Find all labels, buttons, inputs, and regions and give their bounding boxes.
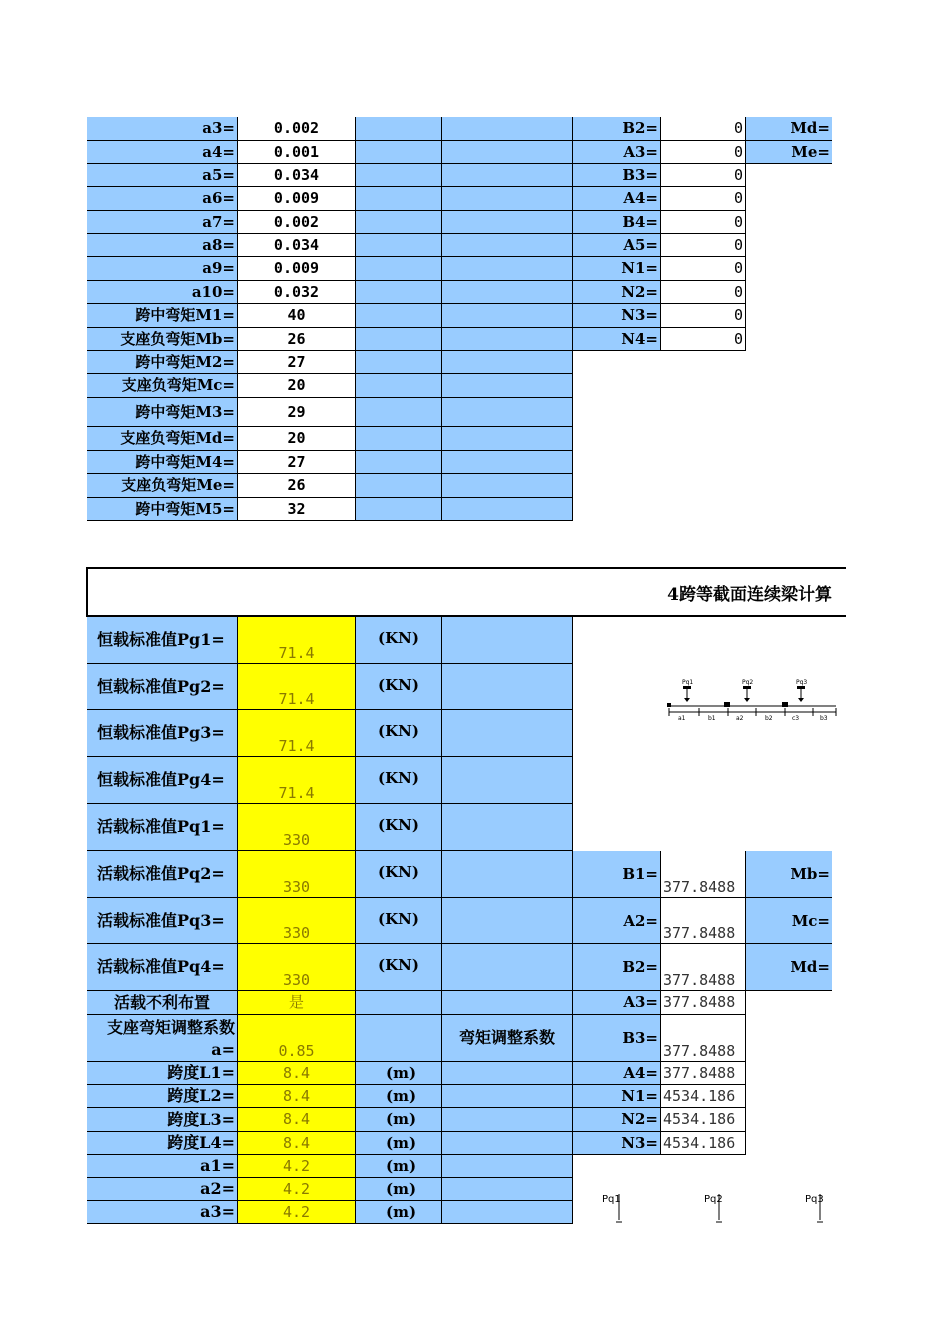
top-row-blank [356,117,442,141]
beam-diagram-bottom [596,1190,840,1226]
span-unit: (m) [356,1108,442,1132]
beam-diagram-top [664,678,840,722]
adjust-note: 弯矩调整系数 [442,1015,573,1062]
top-row-label: 支座负弯矩Me= [87,474,237,498]
diagram-seg-6: b3 [820,715,828,722]
span-value[interactable]: 8.4 [237,1108,356,1132]
diagram-load-label-3: Pq3 [796,679,808,686]
load-blank [442,664,573,710]
top-row-blank [442,398,573,427]
right-row-label: B3= [573,164,660,187]
top-row-value[interactable]: 27 [237,451,356,474]
diagram-seg-3: a2 [736,715,744,722]
load-label: 恒载标准值Pg3= [87,710,237,757]
top-row-value[interactable]: 0.034 [237,234,356,257]
top-row-label: a4= [87,141,237,164]
lower-right-value[interactable]: 4534.186 [660,1132,746,1155]
top-row-blank [442,117,573,141]
load-blank [442,710,573,757]
load-value[interactable]: 330 [237,898,356,944]
top-row-blank [442,141,573,164]
top-row-blank [356,164,442,187]
right-row-value[interactable]: 0 [660,141,746,164]
span-value[interactable]: 8.4 [237,1062,356,1085]
top-row-blank [442,187,573,211]
load-blank [442,757,573,804]
top-row-blank [356,451,442,474]
top-row-label: a8= [87,234,237,257]
reaction-value[interactable]: 377.8488 [660,898,746,944]
right-row-value[interactable]: 0 [660,211,746,234]
top-row-value[interactable]: 29 [237,398,356,427]
span-unit: (m) [356,1178,442,1201]
top-row-value[interactable]: 0.002 [237,117,356,141]
load-value[interactable]: 330 [237,851,356,898]
top-row-label: 跨中弯矩M3= [87,398,237,427]
diagram-seg-2: b1 [708,715,716,722]
right-row-value[interactable]: 0 [660,304,746,328]
top-row-blank [356,427,442,451]
top-row-blank [442,234,573,257]
load-unit: (KN) [356,804,442,851]
load-unit: (KN) [356,851,442,898]
load-blank [442,944,573,991]
top-row-blank [442,374,573,398]
right-row-label: N1= [573,257,660,281]
load-unit: (KN) [356,710,442,757]
top-row-blank [356,281,442,304]
right-row-value[interactable]: 0 [660,281,746,304]
top-row-label: 支座负弯矩Mb= [87,328,237,351]
moment-label: Mb= [746,851,832,898]
top-row-label: 跨中弯矩M2= [87,351,237,374]
top-row-blank [442,451,573,474]
span-label: 跨度L3= [87,1108,237,1132]
lower-right-label: N2= [573,1108,660,1132]
top-row-blank [356,234,442,257]
blank [442,1062,573,1085]
span-label: a1= [87,1155,237,1178]
reaction-label: B2= [573,944,660,991]
top-row-label: 跨中弯矩M1= [87,304,237,328]
span-unit: (m) [356,1132,442,1155]
diagram-seg-4: b2 [765,715,773,722]
top-row-label: a7= [87,211,237,234]
top-row-blank [442,328,573,351]
load-value[interactable]: 330 [237,804,356,851]
top-row-blank [356,304,442,328]
top-row-blank [356,474,442,498]
reaction-value[interactable]: 377.8488 [660,851,746,898]
reaction-label: B1= [573,851,660,898]
bottom-load-label-2: Pq2 [704,1194,723,1205]
span-unit: (m) [356,1155,442,1178]
load-value[interactable]: 330 [237,944,356,991]
span-label: a3= [87,1201,237,1224]
reaction-value[interactable]: 377.8488 [660,944,746,991]
top-row-label: a3= [87,117,237,141]
span-unit: (m) [356,1201,442,1224]
lower-right-value[interactable]: 377.8488 [660,991,746,1015]
top-row-label: a6= [87,187,237,211]
span-label: 跨度L4= [87,1132,237,1155]
far-right-label: Me= [746,141,832,164]
load-label: 恒载标准值Pg4= [87,757,237,804]
top-row-blank [442,281,573,304]
span-unit: (m) [356,1062,442,1085]
diagram-seg-1: a1 [678,715,686,722]
lower-right-value[interactable]: 4534.186 [660,1108,746,1132]
diagram-load-label-2: Pq2 [742,679,754,686]
load-unit: (KN) [356,664,442,710]
top-row-blank [356,211,442,234]
top-row-blank [442,351,573,374]
right-row-label: N3= [573,304,660,328]
load-value[interactable]: 71.4 [237,664,356,710]
load-unit: (KN) [356,898,442,944]
top-row-label: a10= [87,281,237,304]
lower-right-value[interactable]: 377.8488 [660,1062,746,1085]
right-row-value[interactable]: 0 [660,117,746,141]
right-row-value[interactable]: 0 [660,164,746,187]
load-label: 活载标准值Pq4= [87,944,237,991]
top-row-blank [356,398,442,427]
right-row-value[interactable]: 0 [660,234,746,257]
top-row-value[interactable]: 32 [237,498,356,521]
load-value[interactable]: 71.4 [237,710,356,757]
moment-label: Mc= [746,898,832,944]
top-row-blank [356,187,442,211]
load-blank [442,804,573,851]
far-right-label: Md= [746,117,832,141]
span-label: a2= [87,1178,237,1201]
lower-right-label: A4= [573,1062,660,1085]
right-row-value[interactable]: 0 [660,328,746,351]
right-row-label: N4= [573,328,660,351]
diagram-seg-5: c3 [792,715,800,722]
right-row-label: A4= [573,187,660,211]
top-row-value[interactable]: 27 [237,351,356,374]
span-label: 跨度L1= [87,1062,237,1085]
top-row-value[interactable]: 0.002 [237,211,356,234]
span-value[interactable]: 4.2 [237,1201,356,1224]
top-row-value[interactable]: 0.001 [237,141,356,164]
section-title-box [86,567,846,617]
top-row-blank [442,498,573,521]
load-label: 活载标准值Pq3= [87,898,237,944]
top-row-value[interactable]: 26 [237,474,356,498]
lower-right-label: A3= [573,991,660,1015]
blank [442,1132,573,1155]
load-value[interactable]: 71.4 [237,757,356,804]
blank [442,1155,573,1178]
top-row-label: 跨中弯矩M5= [87,498,237,521]
right-row-label: A3= [573,141,660,164]
reaction-label: A2= [573,898,660,944]
right-row-label: A5= [573,234,660,257]
load-label: 恒载标准值Pg1= [87,617,237,664]
blank [356,991,442,1015]
blank [442,1085,573,1108]
top-row-label: a9= [87,257,237,281]
right-row-label: B4= [573,211,660,234]
unfavorable-label: 活载不利布置 [87,991,237,1015]
span-unit: (m) [356,1085,442,1108]
blank [442,991,573,1015]
bottom-load-label-3: Pq3 [805,1194,824,1205]
top-row-value[interactable]: 0.009 [237,257,356,281]
load-label: 活载标准值Pq2= [87,851,237,898]
top-row-blank [442,164,573,187]
right-row-label: N2= [573,281,660,304]
load-unit: (KN) [356,944,442,991]
top-row-value[interactable]: 20 [237,427,356,451]
span-value[interactable]: 4.2 [237,1178,356,1201]
top-row-value[interactable]: 26 [237,328,356,351]
moment-label: Md= [746,944,832,991]
blank [442,1201,573,1224]
load-value[interactable]: 71.4 [237,617,356,664]
top-row-value[interactable]: 0.034 [237,164,356,187]
top-row-blank [442,211,573,234]
load-blank [442,851,573,898]
top-row-blank [356,328,442,351]
top-row-label: 支座负弯矩Mc= [87,374,237,398]
diagram-load-label-1: Pq1 [682,679,694,686]
top-row-value[interactable]: 20 [237,374,356,398]
blank [356,1015,442,1062]
span-value[interactable]: 4.2 [237,1155,356,1178]
top-row-label: 支座负弯矩Md= [87,427,237,451]
lower-right-label: B3= [573,1015,660,1062]
lower-right-label: N3= [573,1132,660,1155]
adjust-label: 支座弯矩调整系数a= [87,1015,237,1062]
lower-right-label: N1= [573,1085,660,1108]
load-unit: (KN) [356,617,442,664]
blank [442,1178,573,1201]
top-row-blank [356,498,442,521]
top-row-blank [442,427,573,451]
top-row-blank [442,304,573,328]
top-row-blank [356,257,442,281]
load-label: 恒载标准值Pg2= [87,664,237,710]
span-label: 跨度L2= [87,1085,237,1108]
unfavorable-value[interactable]: 是 [237,991,356,1015]
blank [442,1108,573,1132]
right-row-value[interactable]: 0 [660,257,746,281]
load-label: 活载标准值Pq1= [87,804,237,851]
top-row-blank [356,351,442,374]
top-row-value[interactable]: 40 [237,304,356,328]
load-blank [442,898,573,944]
top-row-blank [356,141,442,164]
span-value[interactable]: 8.4 [237,1085,356,1108]
load-unit: (KN) [356,757,442,804]
top-row-blank [356,374,442,398]
lower-right-value[interactable]: 377.8488 [660,1015,746,1062]
top-row-value[interactable]: 0.032 [237,281,356,304]
right-row-label: B2= [573,117,660,141]
bottom-load-label-1: Pq1 [602,1194,621,1205]
top-row-label: 跨中弯矩M4= [87,451,237,474]
span-value[interactable]: 8.4 [237,1132,356,1155]
right-row-value[interactable]: 0 [660,187,746,211]
section-title: 4跨等截面连续梁计算 [667,584,832,605]
adjust-value[interactable]: 0.85 [237,1015,356,1062]
top-row-value[interactable]: 0.009 [237,187,356,211]
top-row-label: a5= [87,164,237,187]
lower-right-value[interactable]: 4534.186 [660,1085,746,1108]
load-blank [442,617,573,664]
top-row-blank [442,474,573,498]
top-row-blank [442,257,573,281]
